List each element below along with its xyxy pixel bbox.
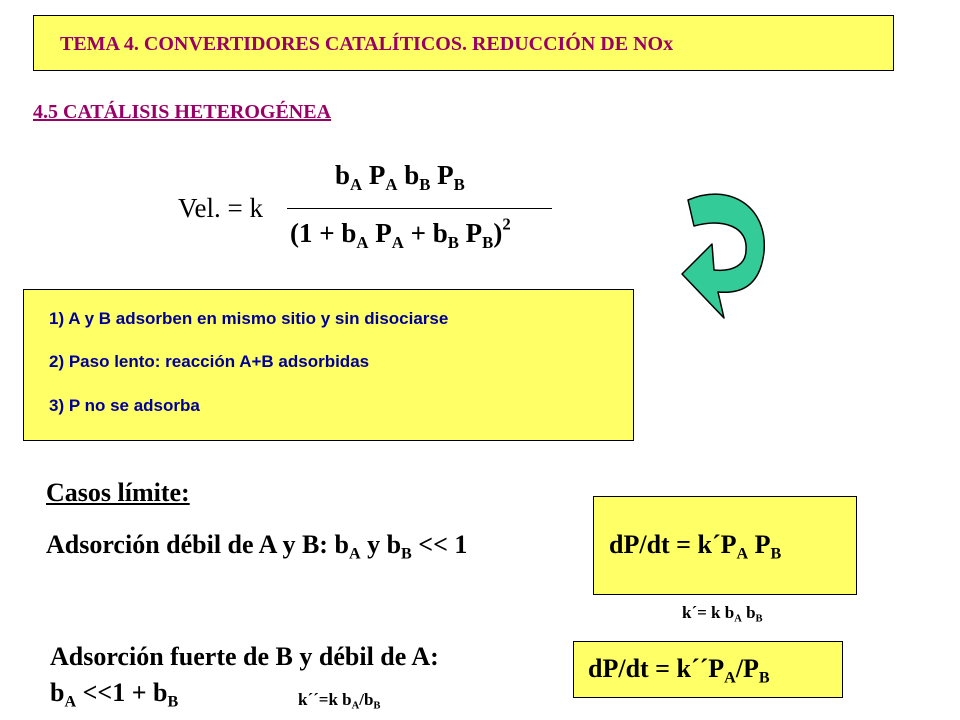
rate-equation-lhs: Vel. = k — [178, 193, 263, 223]
limit-cases-heading: Casos límite: — [46, 478, 190, 507]
assumption-item: 1) A y B adsorben en mismo sitio y sin disociarse — [49, 309, 449, 328]
page-title: TEMA 4. CONVERTIDORES CATALÍTICOS. REDUCCIÓN DE NOx — [60, 33, 674, 55]
fraction-bar — [287, 208, 552, 209]
case2-equation: $dP/dt = k´´P_A/P_B$ — [588, 654, 770, 687]
curved-arrow-down-left-icon — [680, 182, 770, 322]
case2-condition-line1: Adsorción fuerte de B y débil de A: — [50, 642, 439, 671]
rate-equation-denominator: ($1 + b_A$ $P_A + b_B$ $P_B)^2$ — [290, 214, 511, 252]
case1-condition: Adsorción débil de A y B: $b_A$ y $b_B << 1$ — [46, 530, 468, 563]
assumption-item: 3) P no se adsorba — [49, 396, 200, 415]
assumption-item: 2) Paso lento: reacción A+B adsorbidas — [49, 352, 370, 371]
case2-condition-line2: $b_A <<1 + b_B$ — [50, 678, 179, 711]
section-title: 4.5 CATÁLISIS HETEROGÉNEA — [33, 101, 332, 123]
case1-equation: $dP/dt = k´P_A$ $P_B$ — [609, 530, 782, 563]
case2-constant: k´´=k $b_A/b_B$ — [298, 690, 381, 712]
case1-constant: k´= k $b_A$ $b_B$ — [682, 603, 763, 625]
assumptions-box — [23, 289, 634, 441]
rate-equation-numerator: $b_A$ $P_A$ $b_B$ $P_B$ — [335, 160, 465, 194]
